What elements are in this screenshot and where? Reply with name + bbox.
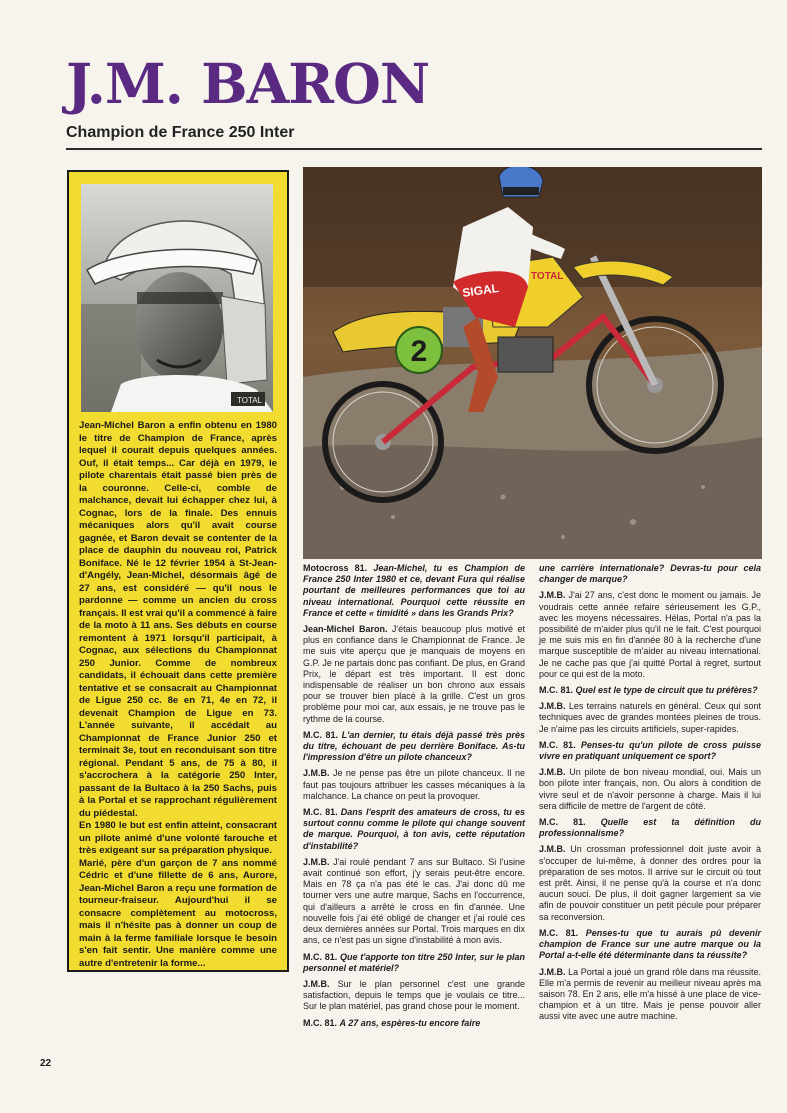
interview-question: M.C. 81. Quel est le type de circuit que tu préfères? (539, 685, 758, 696)
interview-column-1 (303, 563, 525, 1034)
bio-text (79, 420, 277, 970)
interview-answer: J.M.B. Un crossman professionnel doit juste avoir à s'occuper de lui-même, à donner des ordres pour la préparation de ses motos. Il arrive sur le circuit où tout est prêt. Ainsi, il ne pense qu'à la course et n'a donc aucun souci. De plus, il doit gagner largement sa vie afin de pouvoir constituer un petit pécule pour préparer sa reconversion. (539, 844, 761, 922)
interview-question: M.C. 81. Que t'apporte ton titre 250 Inter, sur le plan personnel et matériel? (303, 951, 525, 973)
bio-paragraph: Marié, père d'un garçon de 7 ans nommé Cédric et d'une fillette de 6 ans, Aurore, Jean-Michel Baron a reçu une formation de tourneur-fraiseur. Aujourd'hui il se consacre complètement au motocross, mais il n'hésite pas à donner un coup de main à la ferme familiale lorsque le besoin s'en fait sentir. Une manière comme une autre d'entretenir la forme... (79, 857, 277, 969)
interview-question: M.C. 81. Quelle est ta définition du professionnalisme? (539, 817, 761, 839)
bio-paragraph: Jean-Michel Baron a enfin obtenu en 1980 le titre de Champion de France, après lequel il courait depuis quelques années. Ouf, il était temps... Car déjà en 1979, le pilote charentais était passé bien près de la couronne. Celle-ci, comble de malchance, devait lui échapper chez lui, à Cognac, lors de la finale. Des ennuis mécaniques alors qu'il avait course gagnée, et Baron devait se contenter de la place de dauphin du nouveau roi, Patrick Boniface. Né le 12 février 1954 à St-Jean-d'Angély, Jean-Michel, désormais âgé de 27 ans, est considéré — qu'il nous le pardonne — comme un ancien du cross français. Il est vrai qu'il a commencé à faire de la moto à 11 ans. Ses débuts en course remontent à 1971 lorsqu'il participait, à Cognac, aux sélections du Championnat 250 Junior. Comme de nombreux candidats, il échouait dans cette première tentative et se consacrait au Championnat de Ligue 250 cc. 8e en 71, 4e en 72, il devenait Champion de Ligue en 73. L'année suivante, il accédait au Championnat de France Junior 250 et terminait 3e, tout en reconduisant son titre régional. Pendant 5 ans, de 75 à 80, il s'accrochera à la catégorie 250 Inter, passant de la Bultaco à la 250 Sachs, puis à la Portal et se rapprochant régulièrement du piédestal. (79, 420, 277, 819)
interview-answer: J.M.B. Sur le plan personnel c'est une grande satisfaction, depuis le temps que je voulais ce titre... Sur le plan matériel, pas grand chose pour le moment. (303, 978, 525, 1012)
portrait-illustration (81, 184, 273, 412)
portrait-jersey-text: TOTAL (237, 396, 263, 405)
interview-question: M.C. 81. Penses-tu que tu aurais pû devenir champion de France sur une autre marque ou la Portal a-t-elle été déterminante dans ta réussite? (539, 927, 761, 961)
title-rule (66, 148, 762, 150)
page-number: 22 (40, 1058, 52, 1069)
portrait-photo (81, 184, 273, 412)
hero-photo (303, 167, 762, 559)
interview-answer: J.M.B. J'ai roulé pendant 7 ans sur Bultaco. Si l'usine avait continué son effort, j'y serais peut-être encore. Mais en 78 ça n'a pas été le cas. J'ai donc dû me tourner vers une autre marque, Sachs en l'occurrence, qui d'ailleurs a arrêté le cross en fin d'année. Une nouvelle fois j'ai été obligé de changer et j'ai roulé ces deux dernières années sur Portal. Trois marques en dix ans, ce n'est pas un signe d'instabilité à mon avis. (303, 856, 525, 946)
interview-answer: J.M.B. Un pilote de bon niveau mondial, oui. Mais un bon pilote inter français, non. Ou alors à condition de vivre seul et de n'avoir personne à charge. Mais il lui sera difficile de mettre de l'argent de côté. (539, 767, 761, 811)
interview-column-2 (539, 563, 761, 1028)
bio-paragraph: En 1980 le but est enfin atteint, consacrant un pilote animé d'une volonté farouche et très exigeant sur sa préparation physique. (79, 820, 277, 856)
interview-question: Motocross 81. Jean-Michel, tu es Champion de France 250 Inter 1980 et ce, devant Fura qui réalise pourtant de meilleures performances que toi au niveau international. Pourquoi cette réussite en France et cette « timidité » dans les Grands Prix? (303, 563, 525, 618)
bio-sidebar (67, 170, 289, 972)
interview-question: M.C. 81. Penses-tu qu'un pilote de cross puisse vivre en pratiquant uniquement ce sport? (539, 739, 761, 762)
interview-question: M.C. 81. A 27 ans, espères-tu encore faire (303, 1017, 481, 1028)
interview-answer: J.M.B. La Portal a joué un grand rôle dans ma réussite. Elle m'a permis de revenir au meilleur niveau après ma saison 78. En 2 ans, elle m'a hissé à une place de vice-champion et à un titre. Mais je pense pouvoir aller aussi vite avec une autre machine. (539, 966, 761, 1022)
interview-question: M.C. 81. Dans l'esprit des amateurs de cross, tu es surtout connu comme le pilote qui change souvent de marque. Pourquoi, à ton avis, cette réputation d'instabilité? (303, 807, 525, 851)
interview-question: M.C. 81. L'an dernier, tu étais déjà passé très près du titre, échouant de peu derrière Boniface. As-tu l'impression d'être un pilote chanceux? (303, 729, 525, 763)
interview-answer: J.M.B. J'ai 27 ans, c'est donc le moment ou jamais. Je voudrais cette année refaire sérieusement les G.P., avec les moyens nécessaires. Hélas, Portal n'a pas la possibilité de m'aider plus qu'il ne le fait. C'est pourquoi je me suis mis en fin d'année 80 à la recherche d'une marque susceptible de m'aider au niveau international. Je ne cache pas que j'ai quitté Portal à regret, surtout pour ce qui est de la moto. (539, 590, 761, 679)
bib-number: 2 (410, 335, 428, 368)
motocross-jump-illustration (303, 167, 762, 559)
interview-answer: J.M.B. Je ne pense pas être un pilote chanceux. Il ne faut pas toujours attribuer les casses mécaniques à la malchance. La chance on peut la provoquer. (303, 768, 525, 801)
article-subtitle: Champion de France 250 Inter (66, 124, 295, 141)
jersey-sponsor-text: SIGAL (461, 281, 500, 300)
bike-sponsor-text: TOTAL (531, 271, 564, 282)
article-title: J.M. BARON (66, 51, 430, 116)
interview-question: une carrière internationale? Devras-tu pour cela changer de marque? (539, 563, 761, 585)
interview-answer: J.M.B. Les terrains naturels en général. Ceux qui sont techniques avec de grandes montées pleines de trous. Je n'aime pas les circuits artificiels, super-rapides. (539, 701, 761, 734)
interview-answer: Jean-Michel Baron. J'étais beaucoup plus motivé et plus en confiance dans le Championnat de France. Je me suis vite aperçu que je manquais de moyens en G.P. Je ne partais donc pas confiant. De plus, en Grand Prix, le départ est très important. Il est donc indispensable de réaliser un bon chrono aux essais pour se trouver bien placé à la grille. C'est un gros problème pour moi car, aux essais, je ne trouve pas le rythme de la course. (303, 624, 525, 724)
